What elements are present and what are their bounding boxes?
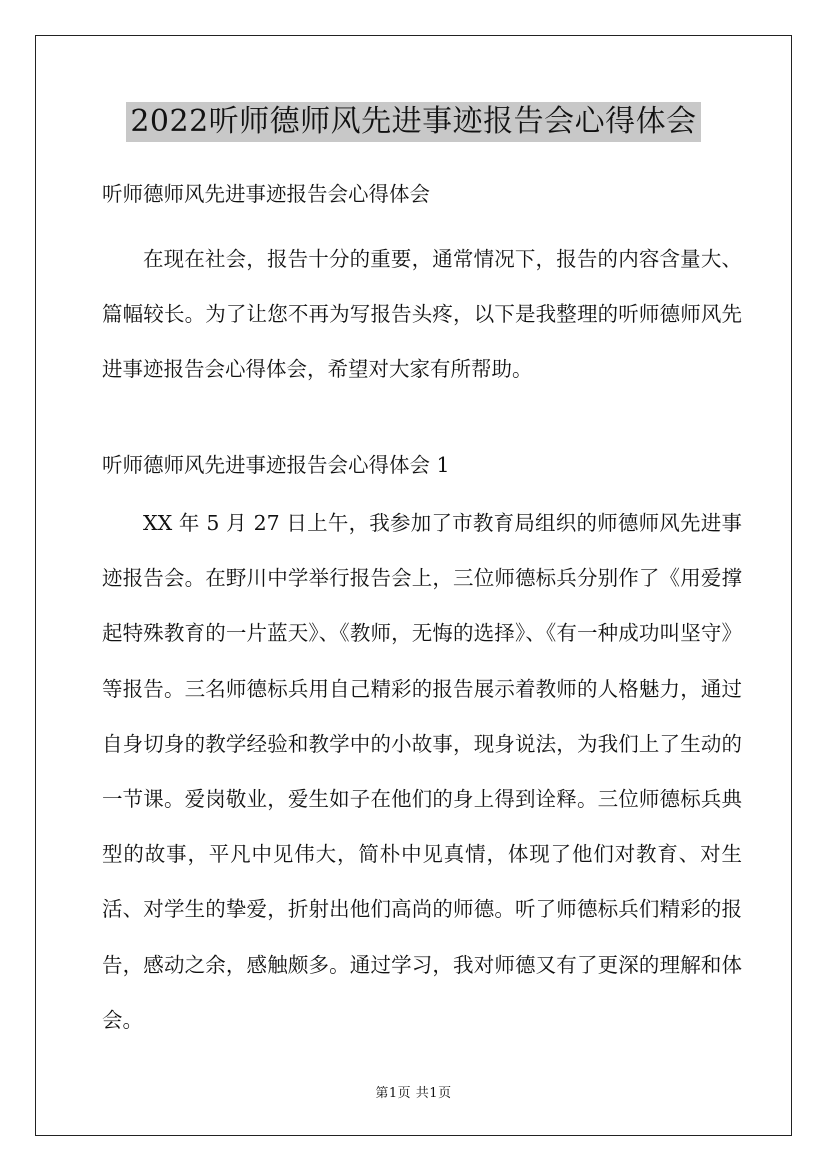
intro-paragraph: 在现在社会，报告十分的重要，通常情况下，报告的内容含量大、篇幅较长。为了让您不再为写报告头疼，以下是我整理的听师德师风先进事迹报告会心得体会，希望对大家有所帮助。 bbox=[102, 247, 742, 381]
section-heading: 听师德师风先进事迹报告会心得体会 1 bbox=[102, 453, 450, 477]
subtitle: 听师德师风先进事迹报告会心得体会 bbox=[102, 182, 430, 206]
body-paragraph: XX 年 5 月 27 日上午，我参加了市教育局组织的师德师风先进事迹报告会。在野川中学举行报告会上，三位师德标兵分别作了《用爱撑起特殊教育的一片蓝天》、《教师，无悔的选择》、《有一种成功叫坚守》等报告。三名师德标兵用自己精彩的报告展示着教师的人格魅力，通过自身切身的教学经验和教学中的小故事，现身说法，为我们上了生动的一节课。爱岗敬业，爱生如子在他们的身上得到诠释。三位师德标兵典型的故事，平凡中见伟大，简朴中见真情，体现了他们对教育、对生活、对学生的挚爱，折射出他们高尚的师德。听了师德标兵们精彩的报告，感动之余，感触颇多。通过学习，我对师德又有了更深的理解和体会。 bbox=[102, 511, 742, 1032]
page-footer: 第1页 共1页 bbox=[375, 1086, 452, 1101]
body-paragraph-container bbox=[102, 496, 742, 1048]
title-container bbox=[0, 102, 827, 142]
intro-paragraph-container bbox=[102, 232, 742, 397]
page-title: 2022听师德师风先进事迹报告会心得体会 bbox=[126, 102, 700, 142]
